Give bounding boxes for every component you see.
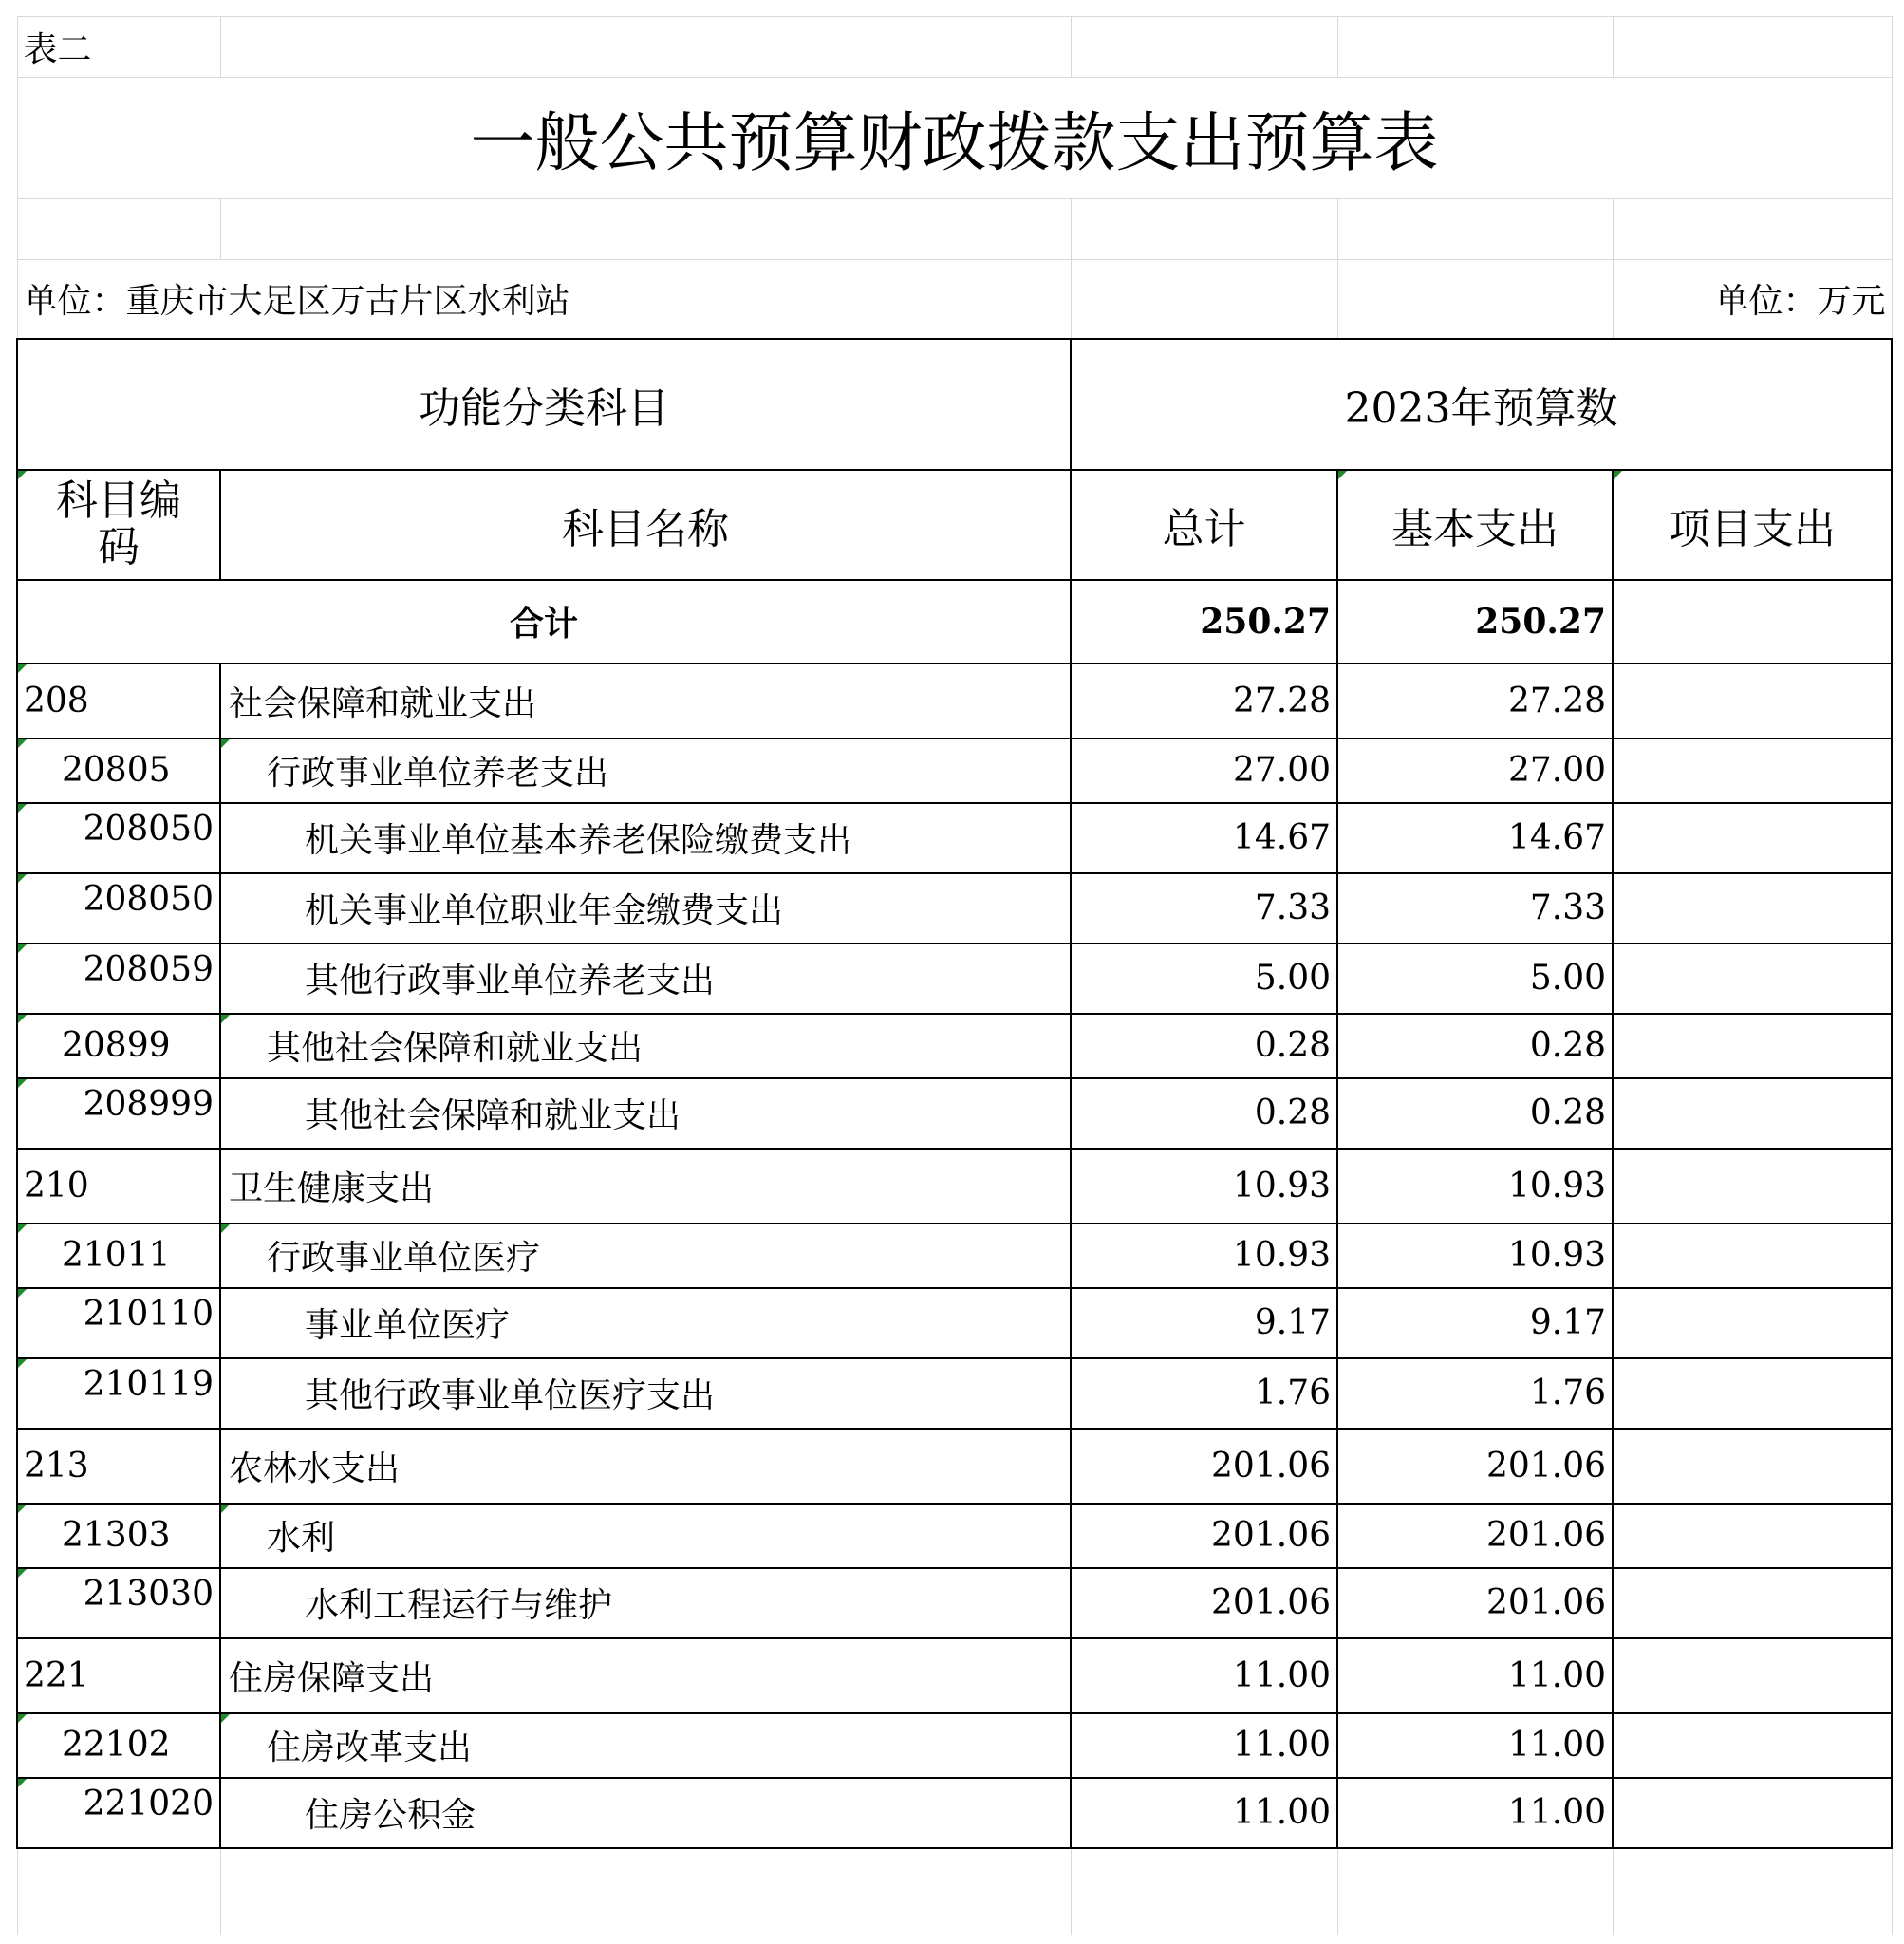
header-basic: 基本支出 xyxy=(1337,470,1613,580)
table-row xyxy=(17,1078,1892,1149)
basic-value: 11.00 xyxy=(1337,1778,1613,1848)
header-name: 科目名称 xyxy=(220,470,1071,580)
total-value: 7.33 xyxy=(1071,873,1337,944)
empty-cell xyxy=(220,199,1071,260)
project-value xyxy=(1613,738,1892,803)
subject-code: 22102 xyxy=(62,1726,171,1765)
subject-code: 20899 xyxy=(62,1026,171,1065)
table-row xyxy=(17,1429,1892,1504)
summary-row xyxy=(17,580,1892,664)
subject-code-cell xyxy=(17,1778,220,1848)
empty-cell xyxy=(1071,199,1337,260)
subject-code-cell xyxy=(17,1358,220,1429)
subject-code-cell xyxy=(17,1014,220,1078)
table-row xyxy=(17,1713,1892,1778)
empty-cell xyxy=(1337,17,1613,78)
project-value xyxy=(1613,873,1892,944)
subject-code-cell xyxy=(17,664,220,738)
total-value: 11.00 xyxy=(1071,1713,1337,1778)
subject-code-cell xyxy=(17,1638,220,1713)
project-value xyxy=(1613,944,1892,1014)
header-total: 总计 xyxy=(1071,470,1337,580)
header-budget-2023: 2023年预算数 xyxy=(1071,339,1892,470)
subject-name: 行政事业单位医疗 xyxy=(220,1224,1071,1288)
subject-code-cell xyxy=(17,1713,220,1778)
subject-code: 21303 xyxy=(62,1516,171,1555)
summary-project xyxy=(1613,580,1892,664)
project-value xyxy=(1613,1504,1892,1568)
subject-code: 210 xyxy=(24,1166,89,1206)
total-value: 14.67 xyxy=(1071,803,1337,873)
basic-value: 9.17 xyxy=(1337,1288,1613,1358)
project-value xyxy=(1613,1429,1892,1504)
subject-name: 住房改革支出 xyxy=(220,1713,1071,1778)
empty-cell xyxy=(1337,1848,1613,1935)
header-columns-row xyxy=(17,470,1892,580)
subject-name: 事业单位医疗 xyxy=(220,1288,1071,1358)
subject-code-cell xyxy=(17,944,220,1014)
basic-value: 201.06 xyxy=(1337,1429,1613,1504)
empty-cell xyxy=(1071,1848,1337,1935)
total-value: 0.28 xyxy=(1071,1014,1337,1078)
total-value: 27.28 xyxy=(1071,664,1337,738)
empty-cell xyxy=(1337,199,1613,260)
subject-code: 208 xyxy=(24,681,89,720)
empty-cell xyxy=(220,17,1071,78)
total-value: 5.00 xyxy=(1071,944,1337,1014)
empty-cell xyxy=(1337,260,1613,339)
summary-label: 合计 xyxy=(17,580,1071,664)
basic-value: 5.00 xyxy=(1337,944,1613,1014)
project-value xyxy=(1613,1638,1892,1713)
project-value xyxy=(1613,1224,1892,1288)
table-row xyxy=(17,1504,1892,1568)
project-value xyxy=(1613,1149,1892,1224)
subject-name: 行政事业单位养老支出 xyxy=(220,738,1071,803)
total-value: 27.00 xyxy=(1071,738,1337,803)
subject-code: 208999 xyxy=(83,1084,214,1124)
header-functional-classification: 功能分类科目 xyxy=(17,339,1071,470)
basic-value: 10.93 xyxy=(1337,1224,1613,1288)
header-project: 项目支出 xyxy=(1613,470,1892,580)
subject-name: 水利 xyxy=(220,1504,1071,1568)
total-value: 10.93 xyxy=(1071,1149,1337,1224)
total-value: 201.06 xyxy=(1071,1504,1337,1568)
project-value xyxy=(1613,1568,1892,1638)
table-row xyxy=(17,1638,1892,1713)
subject-name: 其他社会保障和就业支出 xyxy=(220,1014,1071,1078)
subject-name: 卫生健康支出 xyxy=(220,1149,1071,1224)
blank-row xyxy=(17,199,1892,260)
subject-name: 机关事业单位职业年金缴费支出 xyxy=(220,873,1071,944)
table-row xyxy=(17,738,1892,803)
empty-cell xyxy=(17,1848,220,1935)
project-value xyxy=(1613,1078,1892,1149)
basic-value: 1.76 xyxy=(1337,1358,1613,1429)
project-value xyxy=(1613,1358,1892,1429)
basic-value: 14.67 xyxy=(1337,803,1613,873)
subject-code-cell xyxy=(17,1288,220,1358)
subject-code-cell xyxy=(17,1568,220,1638)
budget-table xyxy=(16,16,1893,1935)
page-title: 一般公共预算财政拨款支出预算表 xyxy=(17,78,1892,199)
table-row xyxy=(17,873,1892,944)
subject-name: 住房公积金 xyxy=(220,1778,1071,1848)
empty-cell xyxy=(220,1848,1071,1935)
subject-code: 210119 xyxy=(83,1364,214,1404)
subject-code: 221 xyxy=(24,1655,89,1695)
subject-code-cell xyxy=(17,738,220,803)
unit-currency: 单位：万元 xyxy=(1613,260,1892,339)
basic-value: 0.28 xyxy=(1337,1014,1613,1078)
header-group-row xyxy=(17,339,1892,470)
subject-code: 20805 xyxy=(62,751,171,790)
subject-code-cell xyxy=(17,873,220,944)
subject-code-cell xyxy=(17,1078,220,1149)
table-row xyxy=(17,1149,1892,1224)
project-value xyxy=(1613,1778,1892,1848)
table-row xyxy=(17,1288,1892,1358)
table-row xyxy=(17,1224,1892,1288)
total-value: 11.00 xyxy=(1071,1778,1337,1848)
title-row xyxy=(17,78,1892,199)
basic-value: 27.28 xyxy=(1337,664,1613,738)
blank-row xyxy=(17,1848,1892,1935)
sheet-label: 表二 xyxy=(17,17,220,78)
total-value: 11.00 xyxy=(1071,1638,1337,1713)
empty-cell xyxy=(1071,17,1337,78)
project-value xyxy=(1613,664,1892,738)
empty-cell xyxy=(1071,260,1337,339)
basic-value: 201.06 xyxy=(1337,1568,1613,1638)
subject-name: 其他行政事业单位医疗支出 xyxy=(220,1358,1071,1429)
table-row xyxy=(17,803,1892,873)
subject-code-cell xyxy=(17,1224,220,1288)
basic-value: 201.06 xyxy=(1337,1504,1613,1568)
subject-code: 208059 xyxy=(83,949,214,989)
empty-cell xyxy=(1613,199,1892,260)
subject-code: 21011 xyxy=(62,1236,171,1275)
subject-code-cell xyxy=(17,1149,220,1224)
basic-value: 11.00 xyxy=(1337,1713,1613,1778)
table-row xyxy=(17,1358,1892,1429)
subject-code: 213030 xyxy=(83,1574,214,1614)
basic-value: 0.28 xyxy=(1337,1078,1613,1149)
subject-name: 农林水支出 xyxy=(220,1429,1071,1504)
project-value xyxy=(1613,803,1892,873)
empty-cell xyxy=(17,199,220,260)
table-row xyxy=(17,664,1892,738)
subject-name: 其他社会保障和就业支出 xyxy=(220,1078,1071,1149)
basic-value: 10.93 xyxy=(1337,1149,1613,1224)
empty-cell xyxy=(1613,17,1892,78)
sheet-label-row xyxy=(17,17,1892,78)
basic-value: 27.00 xyxy=(1337,738,1613,803)
total-value: 201.06 xyxy=(1071,1568,1337,1638)
subject-name: 社会保障和就业支出 xyxy=(220,664,1071,738)
subject-code: 208050 xyxy=(83,879,214,919)
basic-value: 11.00 xyxy=(1337,1638,1613,1713)
table-row xyxy=(17,1568,1892,1638)
unit-row xyxy=(17,260,1892,339)
project-value xyxy=(1613,1713,1892,1778)
subject-name: 住房保障支出 xyxy=(220,1638,1071,1713)
total-value: 0.28 xyxy=(1071,1078,1337,1149)
table-row xyxy=(17,1778,1892,1848)
total-value: 9.17 xyxy=(1071,1288,1337,1358)
subject-code: 221020 xyxy=(83,1784,214,1823)
subject-code: 208050 xyxy=(83,809,214,849)
project-value xyxy=(1613,1288,1892,1358)
subject-name: 水利工程运行与维护 xyxy=(220,1568,1071,1638)
table-row xyxy=(17,944,1892,1014)
subject-code-cell xyxy=(17,803,220,873)
table-row xyxy=(17,1014,1892,1078)
basic-value: 7.33 xyxy=(1337,873,1613,944)
total-value: 10.93 xyxy=(1071,1224,1337,1288)
spreadsheet xyxy=(16,16,1891,1927)
unit-organization: 单位：重庆市大足区万古片区水利站 xyxy=(17,260,1071,339)
total-value: 201.06 xyxy=(1071,1429,1337,1504)
subject-code: 210110 xyxy=(83,1294,214,1334)
total-value: 1.76 xyxy=(1071,1358,1337,1429)
subject-name: 其他行政事业单位养老支出 xyxy=(220,944,1071,1014)
subject-name: 机关事业单位基本养老保险缴费支出 xyxy=(220,803,1071,873)
subject-code-cell xyxy=(17,1504,220,1568)
subject-code-cell xyxy=(17,1429,220,1504)
subject-code: 213 xyxy=(24,1446,89,1486)
header-code: 科目编码 xyxy=(17,470,220,580)
project-value xyxy=(1613,1014,1892,1078)
empty-cell xyxy=(1613,1848,1892,1935)
summary-total: 250.27 xyxy=(1071,580,1337,664)
summary-basic: 250.27 xyxy=(1337,580,1613,664)
